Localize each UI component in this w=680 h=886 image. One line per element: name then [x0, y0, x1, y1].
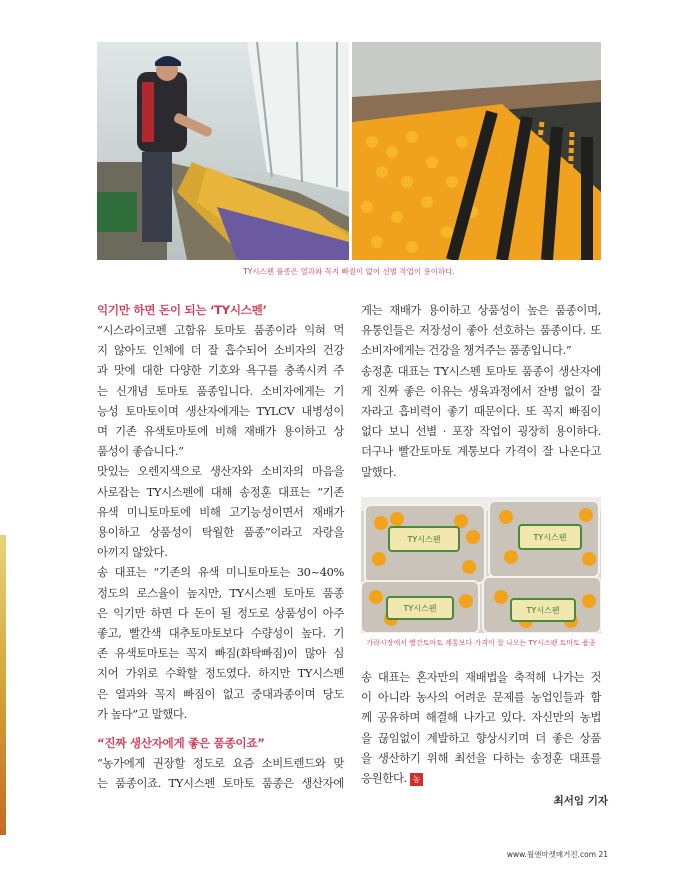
page-edge-color-strip [0, 535, 6, 835]
paragraph: 맛있는 오렌지색으로 생산자와 소비자의 마음을 사로잡는 TY시스펜에 대해 송정훈 대표는 “기존 유색 미니토마토에 비해 고기능성이면서 재배가 용이하고 상품성이 탁월한 품종”이라고 자랑을 아끼지 않았다. [97, 464, 344, 560]
pack-label: TY시스펜 [407, 535, 441, 544]
pack-label: TY시스펜 [533, 533, 567, 542]
article-column-right [361, 300, 601, 482]
section-heading-2: “진짜 생산자에게 좋은 품종이죠” [97, 736, 265, 751]
paragraph: 송 대표는 혼자만의 재배법을 축적해 나가는 것 이 아니라 농사의 어려운 문제를 농업인들과 함 께 공유하며 해결해 나가고 있다. 자신만의 농법 을 끊임없이 계발하고 향상시키며 더 좋은 상품 을 생산하기 위해 최선을 다하는 송정훈 대표를 응원한다. 농 [361, 670, 601, 786]
paragraph: 송 대표는 “기존의 유색 미니토마토는 30~40% 정도의 로스율이 높지만, TY시스펜 토마토 품종 은 익기만 하면 다 돈이 될 정도로 상품성이 아주 좋고, 빨간색 대추토마토보다 수량성이 높다. 기 존 유색토마토는 꼭지 빠짐(화탁빠짐)이 많아 심 지어 가위로 수확할 정도였다. 하지만 TY시스펜 은 열과와 꼭지 빠짐이 없고 중대과종이며 당도 가 높다”고 말했다. [97, 565, 344, 721]
article-column-right-lower [361, 667, 601, 788]
article-column-left [97, 300, 344, 793]
paragraph: “시스라이코펜 고함유 토마토 품종이라 익혀 먹 지 않아도 인체에 더 잘 흡수되어 소비자의 건강 과 맛에 대한 다양한 기호와 욕구를 충족시켜 주 는 신개념 토마토 품종입니다. 소비자에게는 기 능성 토마토이며 생산자에게는 TYLCV 내병성이 며 기존 유색토마토에 비해 재배가 용이하고 상 품성이 좋습니다.” [97, 323, 344, 459]
paragraph: 게는 재배가 용이하고 상품성이 높은 품종이며, 유통인들은 저장성이 좋아 선호하는 품종이다. 또 소비자에게는 건강을 챙겨주는 품종입니다.” [361, 303, 601, 358]
pack-label: TY시스펜 [403, 604, 437, 613]
section-heading-1: 익기만 하면 돈이 되는 ‘TY시스펜’ [97, 303, 267, 317]
photo-caption-top: TY시스펜 품종은 열과와 꼭지 빠짐이 없어 선별 작업이 용이하다. [243, 267, 455, 276]
paragraph: “농가에게 권장할 정도로 요즘 소비트렌드와 맞 는 품종이죠. TY시스펜 토마토 품종은 생산자에 [97, 756, 344, 791]
photo-caption-market: 가락시장에서 빨간토마토 계통보다 가격이 잘 나오는 TY시스펜 토마토 품종 [366, 639, 596, 647]
byline: 최서임 기자 [553, 795, 608, 807]
page-footer: www.월앤마켓매거진.com 21 [506, 850, 608, 859]
pack-label: TY시스펜 [526, 606, 560, 615]
photo-market-packs [361, 497, 601, 633]
photo-tomato-conveyor [352, 42, 601, 260]
paragraph: 송정훈 대표는 TY시스펜 토마토 품종이 생산자에 게 진짜 좋은 이유는 생육과정에서 잔병 없이 잘 자라고 흡비력이 좋기 때문이다. 또 꼭지 빠짐이 없다 보니 선별 · 포장 작업이 굉장히 용이하다. 더구나 빨간토마토 계통보다 가격이 잘 나온다고 말했다. [361, 363, 601, 479]
article-end-mark: 농 [410, 773, 423, 786]
photo-farmer-sorting [97, 42, 349, 260]
